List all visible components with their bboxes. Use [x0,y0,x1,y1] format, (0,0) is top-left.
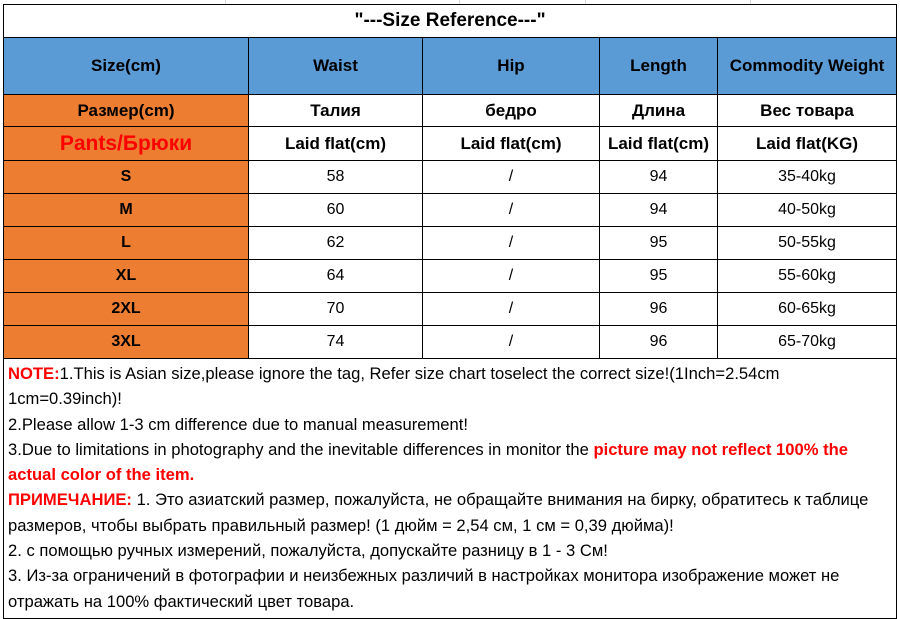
header-length: Length [600,38,718,95]
table-row [4,326,897,359]
ru-note-3: 3. Из-за ограничений в фотографии и неизбежных различий в настройках монитора изображение может не отражать на 100% фактический цвет товара. [8,566,840,611]
title-row [4,5,897,38]
measure-label-length: Laid flat(cm) [600,127,718,161]
measure-label-waist: Laid flat(cm) [249,127,423,161]
weight-cell: 50-55kg [718,227,897,260]
hip-cell: / [423,227,600,260]
size-cell: XL [4,260,249,293]
table-title: "---Size Reference---" [4,5,897,38]
hip-cell: / [423,194,600,227]
ru-header-weight: Вес товара [718,95,897,127]
waist-cell: 62 [249,227,423,260]
waist-cell: 74 [249,326,423,359]
ru-note-1-text: 1. Это азиатский размер, пожалуйста, не обращайте внимания на бирку, обратитесь к таблице размеров, чтобы выбрать правильный размер! (1 дюйм = 2,54 см, 1 см = 0,39 дюйма)! [8,490,869,535]
waist-cell: 64 [249,260,423,293]
header-row [4,38,897,95]
length-cell: 95 [600,260,718,293]
length-cell: 96 [600,293,718,326]
header-size: Size(cm) [4,38,249,95]
length-cell: 95 [600,227,718,260]
note-1-text: 1.This is Asian size,please ignore the tag, Refer size chart toselect the correct size!(1Inch=2.54cm 1cm=0.39inch)! [8,364,780,409]
note-label: NOTE: [8,364,60,383]
length-cell: 96 [600,326,718,359]
note-2: 2.Please allow 1-3 cm difference due to manual measurement! [8,414,468,434]
hip-cell: / [423,326,600,359]
ru-note-2: 2. с помощью ручных измерений, пожалуйста, допускайте разницу в 1 - 3 См! [8,541,608,561]
ru-header-waist: Талия [249,95,423,127]
note-3-text: 3.Due to limitations in photography and the inevitable differences in monitor the [8,439,594,459]
weight-cell: 35-40kg [718,161,897,194]
measure-label-row [4,127,897,161]
ru-note-1 [8,487,892,538]
length-cell: 94 [600,161,718,194]
ru-header-size: Размер(cm) [4,95,249,127]
ru-header-length: Длина [600,95,718,127]
size-cell: 3XL [4,326,249,359]
table-row [4,293,897,326]
measure-label-weight: Laid flat(KG) [718,127,897,161]
notes-block [4,359,897,619]
table-row [4,260,897,293]
russian-header-row [4,95,897,127]
header-waist: Waist [249,38,423,95]
measure-label-hip: Laid flat(cm) [423,127,600,161]
length-cell: 94 [600,194,718,227]
hip-cell: / [423,293,600,326]
waist-cell: 60 [249,194,423,227]
note-1 [8,361,892,412]
table-row [4,227,897,260]
ru-note-label: ПРИМЕЧАНИЕ: [8,490,132,510]
table-row [4,194,897,227]
weight-cell: 40-50kg [718,194,897,227]
waist-cell: 70 [249,293,423,326]
size-reference-table [3,4,897,619]
weight-cell: 55-60kg [718,260,897,293]
note-3-highlight: picture may not reflect 100% the actual color of the item. [8,439,848,485]
category-label: Pants/Брюки [4,127,249,161]
header-hip: Hip [423,38,600,95]
size-cell: 2XL [4,293,249,326]
hip-cell: / [423,260,600,293]
weight-cell: 65-70kg [718,326,897,359]
header-weight: Commodity Weight [718,38,897,95]
waist-cell: 58 [249,161,423,194]
ru-header-hip: бедро [423,95,600,127]
hip-cell: / [423,161,600,194]
size-cell: L [4,227,249,260]
table-row [4,161,897,194]
notes-row [4,359,897,619]
size-cell: S [4,161,249,194]
note-3 [8,437,892,488]
weight-cell: 60-65kg [718,293,897,326]
size-cell: M [4,194,249,227]
